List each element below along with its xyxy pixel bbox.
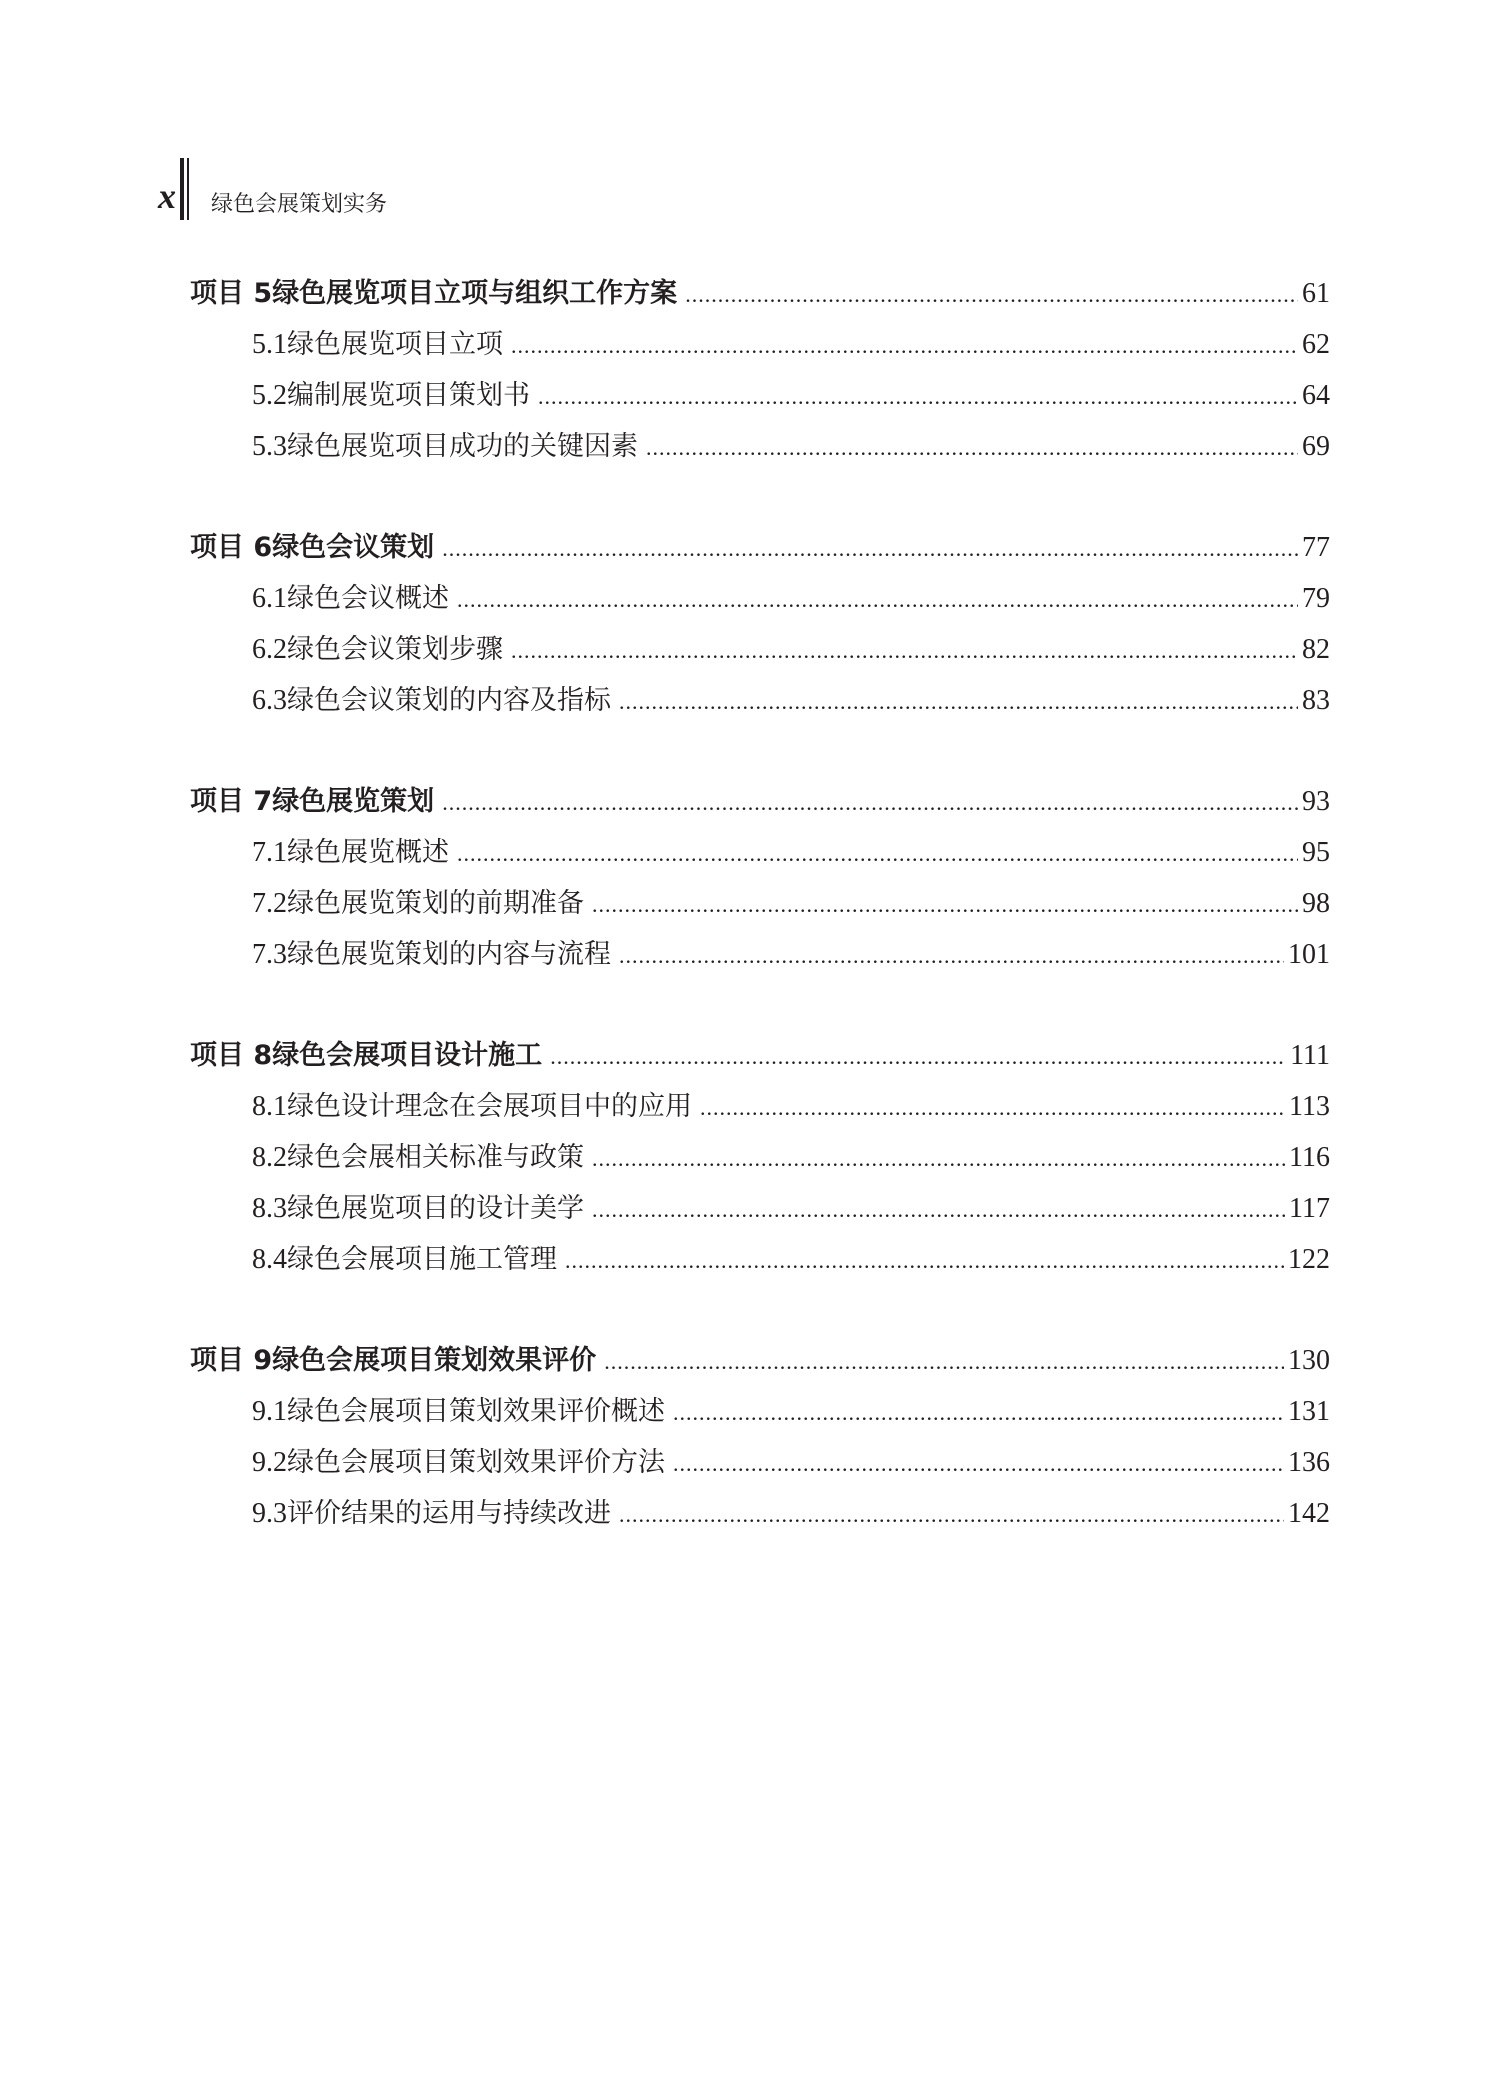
dot-leader — [619, 930, 1284, 981]
dot-leader — [700, 1082, 1285, 1133]
toc-section-entry[interactable] — [190, 1081, 1330, 1132]
toc-section-entry-title: 绿色会议策划的内容及指标 — [287, 685, 611, 716]
toc-section-entry[interactable] — [190, 1488, 1330, 1539]
header-rule — [180, 158, 189, 220]
toc-section-entry-number: 6.3 — [252, 685, 287, 716]
toc-project-group — [190, 268, 1330, 472]
toc-project-entry-page: 93 — [1302, 786, 1330, 817]
dot-leader — [673, 1387, 1284, 1438]
toc-project-entry-number: 项目 5 — [190, 278, 273, 309]
dot-leader — [442, 777, 1298, 828]
toc-section-entry[interactable] — [190, 1437, 1330, 1488]
toc-section-entry-page: 64 — [1302, 380, 1330, 411]
toc-section-entry-page: 116 — [1289, 1142, 1330, 1173]
toc-project-entry-title: 绿色会议策划 — [272, 532, 435, 563]
toc-section-entry[interactable] — [190, 1132, 1330, 1183]
dot-leader — [685, 269, 1298, 320]
toc-section-entry-page: 122 — [1288, 1244, 1330, 1275]
toc-section-entry[interactable] — [190, 1386, 1330, 1437]
dot-leader — [457, 574, 1298, 625]
dot-leader — [619, 676, 1298, 727]
toc-section-entry-page: 82 — [1302, 634, 1330, 665]
toc-section-entry[interactable] — [190, 1183, 1330, 1234]
dot-leader — [511, 625, 1298, 676]
toc-section-entry-page: 101 — [1288, 939, 1330, 970]
toc-section-entry-page: 95 — [1302, 837, 1330, 868]
table-of-contents — [190, 268, 1330, 1589]
dot-leader — [673, 1438, 1284, 1489]
dot-leader — [604, 1336, 1284, 1387]
toc-section-entry-page: 79 — [1302, 583, 1330, 614]
dot-leader — [646, 422, 1298, 473]
toc-project-group — [190, 776, 1330, 980]
toc-section-entry-page: 62 — [1302, 329, 1330, 360]
toc-section-entry-title: 绿色设计理念在会展项目中的应用 — [287, 1091, 692, 1122]
toc-section-entry-number: 9.2 — [252, 1447, 287, 1478]
dot-leader — [592, 879, 1298, 930]
toc-section-entry-number: 5.2 — [252, 380, 287, 411]
toc-section-entry[interactable] — [190, 624, 1330, 675]
toc-project-entry-title: 绿色会展项目策划效果评价 — [272, 1345, 597, 1376]
dot-leader — [565, 1235, 1284, 1286]
toc-section-entry[interactable] — [190, 929, 1330, 980]
toc-section-entry-title: 绿色展览项目的设计美学 — [287, 1193, 584, 1224]
toc-project-entry-page: 111 — [1290, 1040, 1330, 1071]
toc-project-entry[interactable] — [190, 1030, 1330, 1081]
toc-project-entry[interactable] — [190, 522, 1330, 573]
toc-section-entry-number: 8.4 — [252, 1244, 287, 1275]
toc-section-entry-title: 绿色会议概述 — [287, 583, 449, 614]
toc-section-entry-page: 113 — [1289, 1091, 1330, 1122]
dot-leader — [592, 1184, 1285, 1235]
toc-section-entry-title: 绿色展览概述 — [287, 837, 449, 868]
toc-section-entry-number: 8.2 — [252, 1142, 287, 1173]
toc-section-entry-number: 9.3 — [252, 1498, 287, 1529]
toc-section-entry[interactable] — [190, 319, 1330, 370]
dot-leader — [457, 828, 1298, 879]
toc-section-entry-number: 5.3 — [252, 431, 287, 462]
dot-leader — [619, 1489, 1284, 1540]
toc-section-entry-number: 8.1 — [252, 1091, 287, 1122]
toc-section-entry-number: 8.3 — [252, 1193, 287, 1224]
toc-project-group — [190, 522, 1330, 726]
toc-section-entry-title: 绿色展览策划的前期准备 — [287, 888, 584, 919]
toc-section-entry[interactable] — [190, 370, 1330, 421]
toc-section-entry-page: 83 — [1302, 685, 1330, 716]
dot-leader — [442, 523, 1298, 574]
toc-section-entry-title: 绿色会议策划步骤 — [287, 634, 503, 665]
toc-section-entry[interactable] — [190, 1234, 1330, 1285]
toc-project-entry-number: 项目 9 — [190, 1345, 273, 1376]
page-number: x — [158, 176, 176, 216]
toc-section-entry[interactable] — [190, 878, 1330, 929]
toc-section-entry-page: 142 — [1288, 1498, 1330, 1529]
toc-section-entry-number: 5.1 — [252, 329, 287, 360]
toc-section-entry-title: 绿色展览项目立项 — [287, 329, 503, 360]
toc-section-entry-title: 绿色会展相关标准与政策 — [287, 1142, 584, 1173]
toc-section-entry-page: 117 — [1289, 1193, 1330, 1224]
toc-project-entry[interactable] — [190, 1335, 1330, 1386]
toc-section-entry[interactable] — [190, 421, 1330, 472]
dot-leader — [592, 1133, 1285, 1184]
toc-project-entry-page: 77 — [1302, 532, 1330, 563]
toc-section-entry-title: 编制展览项目策划书 — [287, 380, 530, 411]
toc-project-entry-number: 项目 7 — [190, 786, 273, 817]
toc-project-group — [190, 1335, 1330, 1539]
toc-section-entry-number: 6.1 — [252, 583, 287, 614]
toc-project-entry[interactable] — [190, 776, 1330, 827]
toc-section-entry-page: 131 — [1288, 1396, 1330, 1427]
dot-leader — [538, 371, 1298, 422]
running-header — [158, 150, 387, 220]
toc-project-group — [190, 1030, 1330, 1285]
toc-section-entry-number: 7.1 — [252, 837, 287, 868]
toc-project-entry-page: 130 — [1288, 1345, 1330, 1376]
dot-leader — [550, 1031, 1286, 1082]
toc-project-entry-number: 项目 6 — [190, 532, 273, 563]
toc-section-entry-number: 6.2 — [252, 634, 287, 665]
toc-section-entry-number: 7.2 — [252, 888, 287, 919]
toc-section-entry-page: 98 — [1302, 888, 1330, 919]
toc-section-entry-title: 绿色展览策划的内容与流程 — [287, 939, 611, 970]
toc-project-entry-title: 绿色会展项目设计施工 — [272, 1040, 543, 1071]
toc-section-entry-number: 7.3 — [252, 939, 287, 970]
toc-section-entry-number: 9.1 — [252, 1396, 287, 1427]
toc-section-entry-title: 绿色展览项目成功的关键因素 — [287, 431, 638, 462]
toc-project-entry-page: 61 — [1302, 278, 1330, 309]
toc-section-entry-title: 绿色会展项目策划效果评价方法 — [287, 1447, 665, 1478]
toc-section-entry[interactable] — [190, 573, 1330, 624]
toc-section-entry-page: 69 — [1302, 431, 1330, 462]
dot-leader — [511, 320, 1298, 371]
book-title: 绿色会展策划实务 — [211, 192, 388, 217]
toc-project-entry-title: 绿色展览策划 — [272, 786, 435, 817]
toc-project-entry-title: 绿色展览项目立项与组织工作方案 — [272, 278, 678, 309]
toc-project-entry[interactable] — [190, 268, 1330, 319]
toc-section-entry-title: 绿色会展项目施工管理 — [287, 1244, 557, 1275]
toc-section-entry-page: 136 — [1288, 1447, 1330, 1478]
toc-section-entry[interactable] — [190, 827, 1330, 878]
toc-project-entry-number: 项目 8 — [190, 1040, 273, 1071]
toc-section-entry-title: 评价结果的运用与持续改进 — [287, 1498, 611, 1529]
toc-section-entry-title: 绿色会展项目策划效果评价概述 — [287, 1396, 665, 1427]
toc-section-entry[interactable] — [190, 675, 1330, 726]
